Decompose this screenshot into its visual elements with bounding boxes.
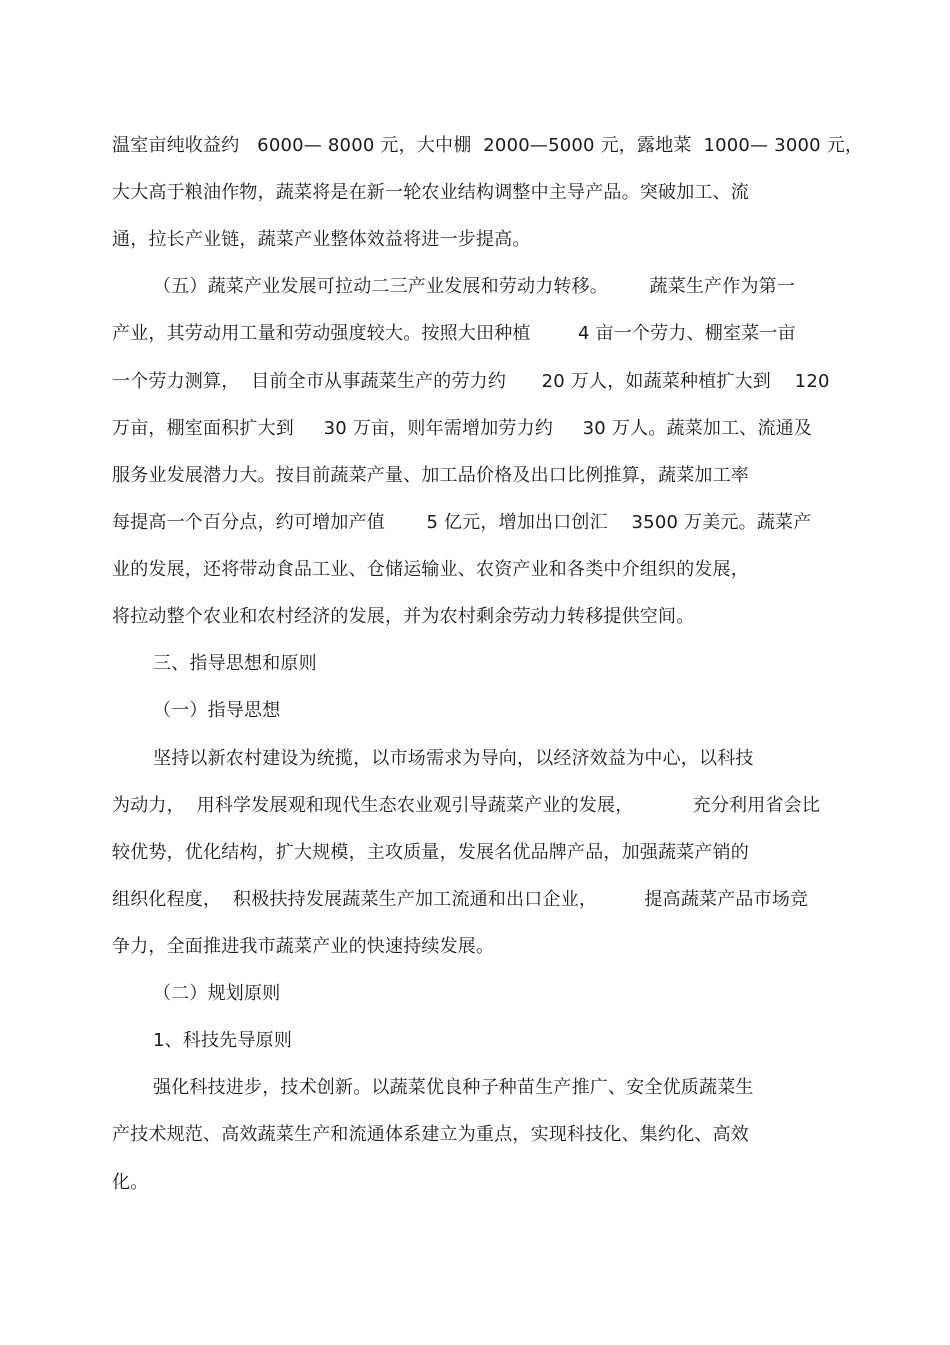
subsection-heading: （一）指导思想 (153, 700, 281, 721)
subsection-heading: 1、科技先导原则 (153, 1030, 293, 1051)
text-line: 万亩，棚室面积扩大到 30 万亩，则年需增加劳力约 30 万人。蔬菜加工、流通及 (112, 418, 813, 439)
text-line: 化。 (112, 1172, 149, 1193)
text-line: 将拉动整个农业和农村经济的发展，并为农村剩余劳动力转移提供空间。 (112, 606, 695, 627)
text-line: 每提高一个百分点，约可增加产值 5 亿元，增加出口创汇 3500 万美元。蔬菜产 (112, 512, 812, 533)
subsection-heading: （二）规划原则 (153, 983, 281, 1004)
text-line: 温室亩纯收益约 6000— 8000 元，大中棚 2000—5000 元，露地菜 1000— 3000 元， (112, 135, 864, 156)
text-line: 通，拉长产业链，蔬菜产业整体效益将进一步提高。 (112, 229, 531, 250)
text-line: 较优势，优化结构，扩大规模，主攻质量，发展名优品牌产品，加强蔬菜产销的 (112, 842, 749, 863)
text-line: 争力，全面推进我市蔬菜产业的快速持续发展。 (112, 936, 495, 957)
text-line: 一个劳力测算， 目前全市从事蔬菜生产的劳力约 20 万人，如蔬菜种植扩大到 120 (112, 371, 830, 392)
text-line: 服务业发展潜力大。按目前蔬菜产量、加工品价格及出口比例推算，蔬菜加工率 (112, 465, 749, 486)
text-line: 产业，其劳动用工量和劳动强度较大。按照大田种植 4 亩一个劳力、棚室菜一亩 (112, 323, 796, 344)
text-line: 组织化程度， 积极扶持发展蔬菜生产加工流通和出口企业， 提高蔬菜产品市场竞 (112, 889, 809, 910)
text-line: 业的发展，还将带动食品工业、仓储运输业、农资产业和各类中介组织的发展， (112, 559, 749, 580)
text-line: 为动力， 用科学发展观和现代生态农业观引导蔬菜产业的发展， 充分利用省会比 (112, 795, 821, 816)
text-line: 产技术规范、高效蔬菜生产和流通体系建立为重点，实现科技化、集约化、高效 (112, 1124, 749, 1145)
section-heading: 三、指导思想和原则 (153, 653, 317, 674)
text-line: 大大高于粮油作物，蔬菜将是在新一轮农业结构调整中主导产品。突破加工、流 (112, 182, 749, 203)
text-line: 强化科技进步，技术创新。以蔬菜优良种子种苗生产推广、安全优质蔬菜生 (153, 1077, 754, 1098)
text-line: 坚持以新农村建设为统揽，以市场需求为导向，以经济效益为中心，以科技 (153, 748, 754, 769)
section-heading: （五）蔬菜产业发展可拉动二三产业发展和劳动力转移。 蔬菜生产作为第一 (153, 276, 796, 297)
